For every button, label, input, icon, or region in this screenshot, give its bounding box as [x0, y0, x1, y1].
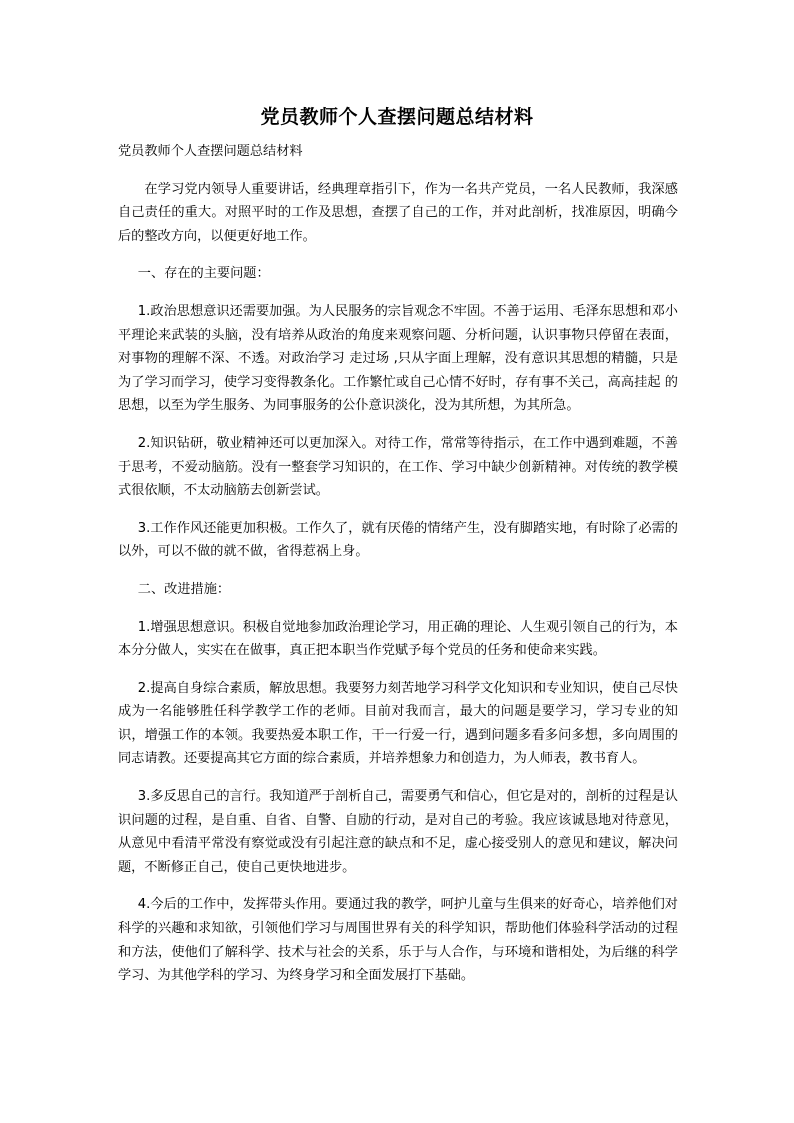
- measure-item: 1.增强思想意识。积极自觉地参加政治理论学习，用正确的理论、人生观引领自己的行为，本本分分做人，实实在在做事，真正把本职当作党赋予每个党员的任务和使命来实践。: [118, 619, 678, 659]
- problem-item: 1.政治思想意识还需要加强。为人民服务的宗旨观念不牢固。不善于运用、毛泽东思想和邓小平理论来武装的头脑，没有培养从政治的角度来观察问题、分析问题，认识事物只停留在表面，对事物的理解不深、不透。对政治学习 走过场 ,只从字面上理解，没有意识其思想的精髓，只是为了学习而学习，使学习变得教条化。工作繁忙或自己心情不好时，存有事不关己，高高挂起 的思想，以至为学生服务、为同事服务的公仆意识淡化，没为其所想，为其所急。: [118, 303, 678, 414]
- document-title: 党员教师个人查摆问题总结材料: [260, 106, 534, 128]
- document-subtitle: 党员教师个人查摆问题总结材料: [118, 144, 303, 159]
- problem-item: 3.工作作风还能更加积极。工作久了，就有厌倦的情绪产生，没有脚踏实地，有时除了必需的以外，可以不做的就不做，省得惹祸上身。: [118, 520, 678, 560]
- problem-item: 2.知识钻研，敬业精神还可以更加深入。对待工作，常常等待指示，在工作中遇到难题，不善于思考，不爱动脑筋。没有一整套学习知识的，在工作、学习中缺少创新精神。对传统的教学模式很依顺，不太动脑筋去创新尝试。: [118, 435, 678, 499]
- intro-paragraph: 在学习党内领导人重要讲话，经典理章指引下，作为一名共产党员，一名人民教师，我深感自己责任的重大。对照平时的工作及思想，查摆了自己的工作，并对此剖析，找准原因，明确今后的整改方向，以便更好地工作。: [118, 181, 678, 244]
- document-body: [118, 140, 678, 1002]
- section-heading-measures: 二、改进措施：: [137, 581, 231, 597]
- measure-item: 3.多反思自己的言行。我知道严于剖析自己，需要勇气和信心，但它是对的，剖析的过程是认识问题的过程，是自重、自省、自警、自励的行动，是对自己的考验。我应该诚恳地对待意见，从意见中看清平常没有察觉或没有引起注意的缺点和不足，虚心接受别人的意见和建议，解决问题，不断修正自己，使自己更快地进步。: [118, 789, 678, 875]
- measure-item: 2.提高自身综合素质，解放思想。我要努力刻苦地学习科学文化知识和专业知识，使自己尽快成为一名能够胜任科学教学工作的老师。目前对我而言，最大的问题是要学习，学习专业的知识，增强工作的本领。我要热爱本职工作，干一行爱一行，遇到问题多看多问多想，多向周围的同志请教。还要提高其它方面的综合素质，并培养想象力和创造力，为人师表，教书育人。: [118, 680, 678, 767]
- measure-item: 4.今后的工作中，发挥带头作用。要通过我的教学，呵护儿童与生俱来的好奇心，培养他们对科学的兴趣和求知欲，引领他们学习与周围世界有关的科学知识，帮助他们体验科学活动的过程和方法，使他们了解科学、技术与社会的关系，乐于与人合作，与环境和谐相处，为后继的科学学习、为其他学科的学习、为终身学习和全面发展打下基础。: [118, 897, 678, 984]
- section-heading-problems: 一、存在的主要问题：: [137, 266, 270, 282]
